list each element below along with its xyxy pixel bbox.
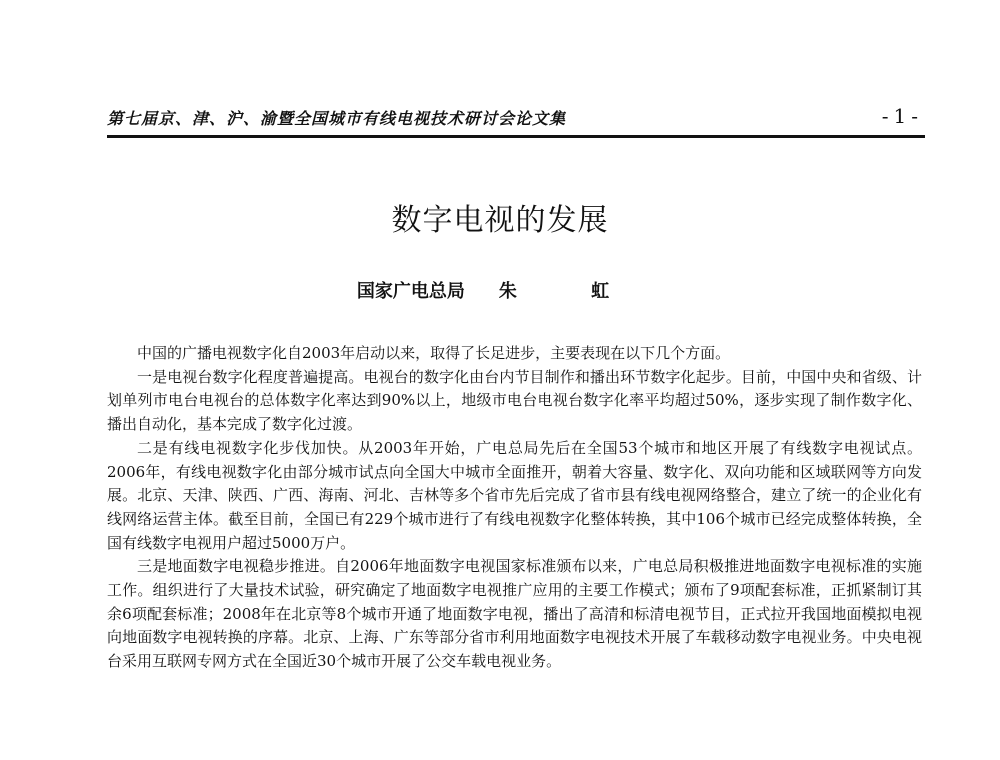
- byline: [0, 279, 1000, 305]
- author-name: 朱 虹: [498, 281, 644, 302]
- page-number: -1-: [881, 104, 923, 128]
- paragraph-tv-stations: 一是电视台数字化程度普遍提高。电视台的数字化由台内节目制作和播出环节数字化起步。目前，中国中央和省级、计划单列市电台电视台的总体数字化率达到90%以上，地级市电台电视台数字化率平均超过50%，逐步实现了制作数字化、播出自动化，基本完成了数字化过渡。: [107, 367, 922, 434]
- paragraph-terrestrial-tv: 三是地面数字电视稳步推进。自2006年地面数字电视国家标准颁布以来，广电总局积极推进地面数字电视标准的实施工作。组织进行了大量技术试验，研究确定了地面数字电视推广应用的主要工作模式；颁布了9项配套标准，正抓紧制订其余6项配套标准；2008年在北京等8个城市开通了地面数字电视，播出了高清和标清电视节目，正式拉开我国地面模拟电视向地面数字电视转换的序幕。北京、上海、广东等部分省市利用地面数字电视技术开展了车载移动数字电视业务。中央电视台采用互联网专网方式在全国近30个城市开展了公交车载电视业务。: [107, 557, 922, 671]
- author-affiliation: 国家广电总局: [356, 281, 465, 302]
- article-body: [107, 342, 922, 674]
- running-header: [107, 104, 925, 132]
- paragraph-intro: 中国的广播电视数字化自2003年启动以来，取得了长足进步，主要表现在以下几个方面。: [137, 344, 731, 362]
- article-title: 数字电视的发展: [391, 203, 609, 238]
- proceedings-title: 第七届京、津、沪、渝暨全国城市有线电视技术研讨会论文集: [107, 109, 567, 128]
- paragraph-cable-tv: 二是有线电视数字化步伐加快。从2003年开始，广电总局先后在全国53个城市和地区开展了有线数字电视试点。2006年，有线电视数字化由部分城市试点向全国大中城市全面推开，朝着大容量、数字化、双向功能和区域联网等方向发展。北京、天津、陕西、广西、海南、河北、吉林等多个省市先后完成了省市县有线电视网络整合，建立了统一的企业化有线网络运营主体。截至目前，全国已有229个城市进行了有线电视数字化整体转换，其中106个城市已经完成整体转换，全国有线数字电视用户超过5000万户。: [107, 438, 922, 552]
- header-divider: [107, 135, 925, 138]
